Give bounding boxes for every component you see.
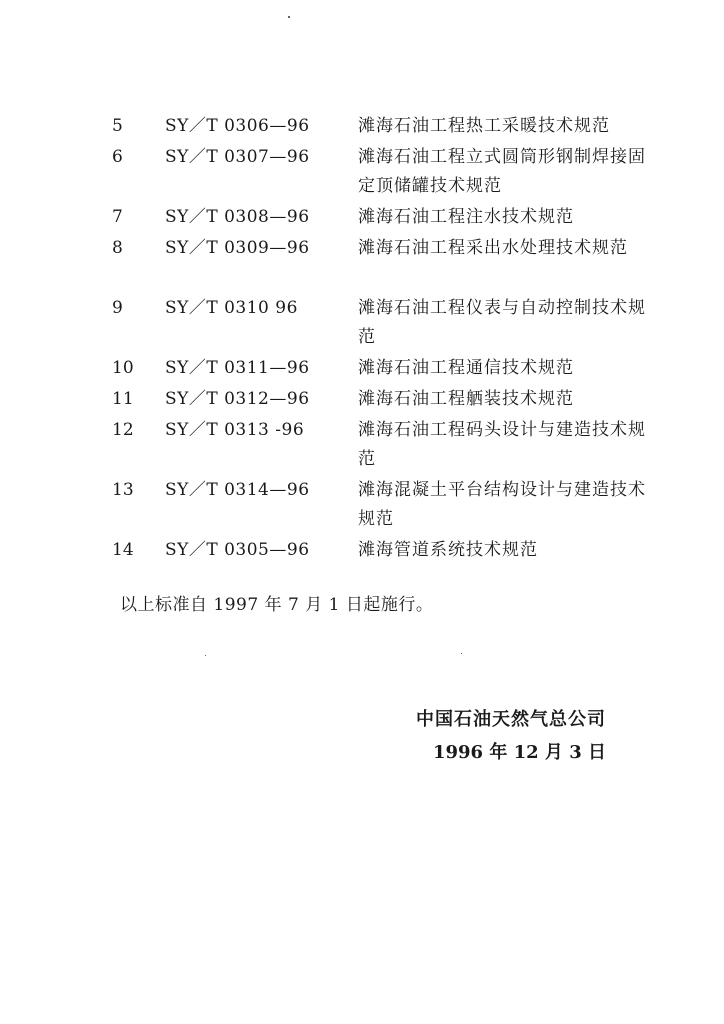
issue-date: 1996 年 12 月 3 日 (432, 742, 606, 763)
standard-title: 滩海石油工程仪表与自动控制技术规范 (358, 298, 646, 347)
item-number: 8 (112, 238, 123, 258)
standard-title: 滩海石油工程热工采暖技术规范 (358, 116, 610, 136)
list-item (0, 203, 724, 234)
standard-title: 滩海混凝土平台结构设计与建造技术规范 (358, 480, 646, 529)
standard-code: SY／T 0308—96 (165, 207, 310, 227)
list-item (0, 112, 724, 143)
list-item (0, 536, 724, 567)
item-number: 12 (112, 420, 134, 440)
item-number: 14 (112, 540, 134, 560)
standard-title: 滩海石油工程立式圆筒形钢制焊接固定顶储罐技术规范 (358, 147, 646, 196)
scan-speck (205, 655, 206, 656)
list-item (0, 476, 724, 536)
item-number: 5 (112, 116, 123, 136)
standard-title: 滩海石油工程注水技术规范 (358, 207, 574, 227)
standard-code: SY／T 0306—96 (165, 116, 310, 136)
list-item (0, 143, 724, 203)
scan-speck (461, 653, 462, 654)
item-number: 10 (112, 358, 134, 378)
standard-code: SY／T 0312—96 (165, 389, 310, 409)
list-item (0, 385, 724, 416)
standard-code: SY／T 0309—96 (165, 238, 310, 258)
effective-date-note: 以上标准自 1997 年 7 月 1 日起施行。 (120, 595, 434, 615)
standard-title: 滩海石油工程通信技术规范 (358, 358, 574, 378)
standard-code: SY／T 0311—96 (165, 358, 310, 378)
issuing-organization: 中国石油天然气总公司 (416, 709, 606, 730)
standard-code: SY／T 0313 -96 (165, 420, 305, 440)
item-number: 7 (112, 207, 123, 227)
standard-title: 滩海石油工程码头设计与建造技术规范 (358, 420, 646, 469)
standard-title: 滩海石油工程舾装技术规范 (358, 389, 574, 409)
standards-list (0, 112, 724, 567)
standard-title: 滩海管道系统技术规范 (358, 540, 538, 560)
list-item (0, 294, 724, 354)
scan-speck (288, 16, 290, 18)
standard-code: SY／T 0310 96 (165, 298, 298, 318)
standard-code: SY／T 0307—96 (165, 147, 310, 167)
item-number: 11 (112, 389, 134, 409)
standard-code: SY／T 0305—96 (165, 540, 310, 560)
item-number: 9 (112, 298, 123, 318)
list-item (0, 354, 724, 385)
list-item (0, 416, 724, 476)
item-number: 13 (112, 480, 134, 500)
standard-code: SY／T 0314—96 (165, 480, 310, 500)
list-item (0, 234, 724, 294)
item-number: 6 (112, 147, 123, 167)
standard-title: 滩海石油工程采出水处理技术规范 (358, 238, 628, 258)
